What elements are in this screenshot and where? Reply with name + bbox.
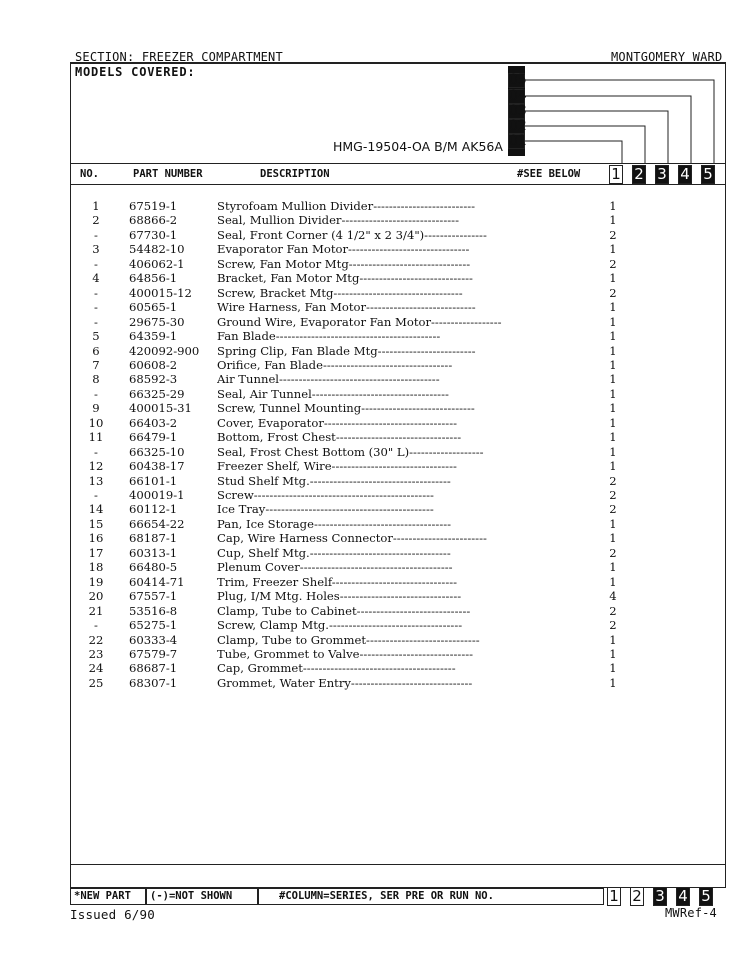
part-number: 68866-2 bbox=[129, 213, 178, 228]
table-row bbox=[71, 531, 727, 545]
item-number: 10 bbox=[88, 415, 104, 430]
part-number: 64856-1 bbox=[129, 271, 178, 286]
not-shown-legend: (-)=NOT SHOWN bbox=[146, 888, 258, 905]
quantity: 1 bbox=[609, 343, 617, 358]
table-row bbox=[71, 604, 727, 618]
item-number: 14 bbox=[88, 502, 104, 517]
col-part-header: PART NUMBER bbox=[133, 168, 203, 180]
item-number: 18 bbox=[88, 560, 104, 575]
quantity: 2 bbox=[609, 502, 617, 517]
quantity: 1 bbox=[609, 574, 617, 589]
table-row bbox=[71, 344, 727, 358]
item-number: 15 bbox=[88, 516, 104, 531]
item-number: 21 bbox=[88, 603, 104, 618]
col-series-4: 4 bbox=[678, 165, 692, 184]
item-number: 23 bbox=[88, 646, 104, 661]
part-number: 60414-71 bbox=[129, 574, 185, 589]
part-number: 60438-17 bbox=[129, 459, 185, 474]
table-row bbox=[71, 502, 727, 516]
col-series-3: 3 bbox=[655, 165, 669, 184]
quantity: 2 bbox=[609, 488, 617, 502]
part-description: Screw, Fan Motor Mtg------------------------------- bbox=[217, 256, 471, 271]
table-row bbox=[71, 575, 727, 589]
table-row bbox=[71, 199, 727, 213]
quantity: 1 bbox=[609, 213, 617, 228]
col-desc-header: DESCRIPTION bbox=[260, 168, 330, 180]
col-series-2: 2 bbox=[632, 165, 646, 184]
table-row bbox=[71, 647, 727, 661]
item-number: 24 bbox=[88, 661, 104, 676]
footer-series-2: 2 bbox=[630, 887, 644, 906]
quantity: 1 bbox=[609, 372, 617, 387]
item-number: 1 bbox=[92, 199, 100, 213]
series-tab-02: 02 bbox=[509, 118, 527, 134]
part-description: Screw---------------------------------------------- bbox=[217, 488, 434, 502]
col-no-header: NO. bbox=[80, 168, 99, 180]
part-description: Air Tunnel----------------------------------------- bbox=[217, 372, 440, 387]
quantity: 1 bbox=[609, 300, 617, 315]
quantity: 1 bbox=[609, 675, 617, 690]
quantity: 1 bbox=[609, 314, 617, 329]
item-number: - bbox=[94, 386, 98, 401]
part-description: Screw, Clamp Mtg.---------------------------------- bbox=[217, 618, 463, 633]
reference-code: MWRef-4 bbox=[665, 906, 717, 920]
series-tab-01: 01 bbox=[509, 133, 527, 149]
table-row bbox=[71, 661, 727, 675]
part-description: Ice Tray------------------------------------------- bbox=[217, 502, 434, 517]
part-number: 65275-1 bbox=[129, 618, 178, 633]
item-number: 25 bbox=[88, 675, 104, 690]
quantity: 1 bbox=[609, 271, 617, 286]
item-number: 19 bbox=[88, 574, 104, 589]
part-number: 400019-1 bbox=[129, 488, 185, 502]
quantity: 4 bbox=[609, 589, 617, 604]
part-description: Cover, Evaporator---------------------------------- bbox=[217, 415, 458, 430]
part-description: Plenum Cover--------------------------------------- bbox=[217, 560, 453, 575]
part-description: Spring Clip, Fan Blade Mtg------------------------- bbox=[217, 343, 476, 358]
part-description: Clamp, Tube to Grommet----------------------------- bbox=[217, 632, 480, 647]
part-description: Wire Harness, Fan Motor---------------------------- bbox=[217, 300, 476, 315]
quantity: 2 bbox=[609, 618, 617, 633]
table-row bbox=[71, 228, 727, 242]
column-note: #COLUMN=SERIES, SER PRE OR RUN NO. bbox=[258, 888, 604, 905]
models-label: MODELS COVERED: bbox=[75, 65, 196, 79]
item-number: - bbox=[94, 618, 98, 633]
series-bracket-graphic bbox=[71, 64, 727, 164]
footer-series-4: 4 bbox=[676, 887, 690, 906]
part-number: 66325-29 bbox=[129, 386, 185, 401]
part-description: Stud Shelf Mtg.------------------------------------ bbox=[217, 473, 451, 488]
part-number: 68187-1 bbox=[129, 531, 178, 546]
brand-name: MONTGOMERY WARD bbox=[611, 50, 723, 64]
part-description: Cap, Wire Harness Connector------------------------ bbox=[217, 531, 487, 546]
part-description: Seal, Mullion Divider------------------------------ bbox=[217, 213, 459, 228]
part-description: Seal, Frost Chest Bottom (30" L)------------------- bbox=[217, 444, 484, 459]
quantity: 1 bbox=[609, 329, 617, 344]
part-description: Clamp, Tube to Cabinet----------------------------- bbox=[217, 603, 471, 618]
part-number: 66654-22 bbox=[129, 516, 185, 531]
part-number: 66325-10 bbox=[129, 444, 185, 459]
part-number: 67557-1 bbox=[129, 589, 178, 604]
quantity: 1 bbox=[609, 386, 617, 401]
part-number: 66479-1 bbox=[129, 430, 178, 445]
part-number: 54482-10 bbox=[129, 242, 185, 257]
table-row bbox=[71, 387, 727, 401]
table-row bbox=[71, 430, 727, 444]
quantity: 1 bbox=[609, 415, 617, 430]
quantity: 1 bbox=[609, 646, 617, 661]
parts-frame bbox=[70, 63, 726, 888]
part-description: Screw, Bracket Mtg--------------------------------- bbox=[217, 285, 463, 300]
table-row bbox=[71, 488, 727, 502]
item-number: 6 bbox=[92, 343, 100, 358]
table-row bbox=[71, 560, 727, 574]
item-number: - bbox=[94, 300, 98, 315]
item-number: 5 bbox=[92, 329, 100, 344]
part-description: Fan Blade------------------------------------------ bbox=[217, 329, 441, 344]
quantity: 2 bbox=[609, 256, 617, 271]
quantity: 2 bbox=[609, 603, 617, 618]
parts-list bbox=[71, 199, 727, 699]
part-description: Screw, Tunnel Mounting----------------------------- bbox=[217, 401, 475, 416]
part-description: Freezer Shelf, Wire-------------------------------- bbox=[217, 459, 457, 474]
section-title: SECTION: FREEZER COMPARTMENT bbox=[75, 50, 283, 64]
item-number: - bbox=[94, 314, 98, 329]
colhead-top-rule bbox=[71, 163, 725, 164]
table-row bbox=[71, 546, 727, 560]
table-row bbox=[71, 286, 727, 300]
quantity: 1 bbox=[609, 199, 617, 213]
table-row bbox=[71, 618, 727, 632]
part-number: 66480-5 bbox=[129, 560, 178, 575]
item-number: - bbox=[94, 488, 98, 502]
part-description: Plug, I/M Mtg. Holes------------------------------- bbox=[217, 589, 462, 604]
col-series-5: 5 bbox=[701, 165, 715, 184]
table-row bbox=[71, 358, 727, 372]
footer-series-5: 5 bbox=[699, 887, 713, 906]
part-description: Grommet, Water Entry------------------------------- bbox=[217, 675, 473, 690]
item-number: 22 bbox=[88, 632, 104, 647]
part-number: 66101-1 bbox=[129, 473, 178, 488]
quantity: 1 bbox=[609, 632, 617, 647]
part-number: 60333-4 bbox=[129, 632, 178, 647]
new-part-legend: *NEW PART bbox=[70, 888, 146, 905]
quantity: 1 bbox=[609, 516, 617, 531]
table-row bbox=[71, 445, 727, 459]
item-number: 7 bbox=[92, 357, 100, 372]
part-number: 29675-30 bbox=[129, 314, 185, 329]
quantity: 1 bbox=[609, 430, 617, 445]
series-tab-03: 03 bbox=[509, 103, 527, 119]
part-number: 67519-1 bbox=[129, 199, 178, 213]
part-number: 66403-2 bbox=[129, 415, 178, 430]
item-number: 12 bbox=[88, 459, 104, 474]
quantity: 2 bbox=[609, 285, 617, 300]
part-description: Seal, Air Tunnel----------------------------------- bbox=[217, 386, 449, 401]
part-description: Cap, Grommet--------------------------------------- bbox=[217, 661, 456, 676]
footer-series-3: 3 bbox=[653, 887, 667, 906]
quantity: 2 bbox=[609, 473, 617, 488]
item-number: - bbox=[94, 227, 98, 242]
quantity: 1 bbox=[609, 444, 617, 459]
table-row bbox=[71, 401, 727, 415]
part-description: Pan, Ice Storage----------------------------------- bbox=[217, 516, 452, 531]
table-row bbox=[71, 300, 727, 314]
part-number: 53516-8 bbox=[129, 603, 178, 618]
item-number: 9 bbox=[92, 401, 100, 416]
table-row bbox=[71, 517, 727, 531]
item-number: 4 bbox=[92, 271, 100, 286]
table-row bbox=[71, 372, 727, 386]
footer-rule bbox=[71, 864, 725, 865]
col-see-header: #SEE BELOW bbox=[517, 168, 581, 180]
item-number: 20 bbox=[88, 589, 104, 604]
part-number: 400015-31 bbox=[129, 401, 192, 416]
part-number: 68687-1 bbox=[129, 661, 178, 676]
part-description: Tube, Grommet to Valve----------------------------- bbox=[217, 646, 474, 661]
quantity: 2 bbox=[609, 227, 617, 242]
part-description: Styrofoam Mullion Divider-------------------------- bbox=[217, 199, 476, 213]
item-number: 13 bbox=[88, 473, 104, 488]
item-number: 8 bbox=[92, 372, 100, 387]
item-number: 2 bbox=[92, 213, 100, 228]
part-description: Orifice, Fan Blade--------------------------------- bbox=[217, 357, 453, 372]
part-number: 60565-1 bbox=[129, 300, 178, 315]
part-number: 400015-12 bbox=[129, 285, 192, 300]
quantity: 1 bbox=[609, 401, 617, 416]
part-number: 420092-900 bbox=[129, 343, 200, 358]
part-description: Bracket, Fan Motor Mtg----------------------------- bbox=[217, 271, 473, 286]
item-number: 17 bbox=[88, 545, 104, 560]
table-row bbox=[71, 633, 727, 647]
part-description: Seal, Front Corner (4 1/2" x 2 3/4")---------------- bbox=[217, 227, 487, 242]
series-tab-04: 04 bbox=[509, 88, 527, 104]
colhead-bottom-rule bbox=[71, 184, 725, 185]
part-number: 64359-1 bbox=[129, 329, 178, 344]
table-row bbox=[71, 676, 727, 690]
item-number: - bbox=[94, 256, 98, 271]
quantity: 2 bbox=[609, 545, 617, 560]
item-number: 16 bbox=[88, 531, 104, 546]
item-number: - bbox=[94, 444, 98, 459]
table-row bbox=[71, 271, 727, 285]
item-number: 3 bbox=[92, 242, 100, 257]
footer-series-1: 1 bbox=[607, 887, 621, 906]
item-number: - bbox=[94, 285, 98, 300]
table-row bbox=[71, 416, 727, 430]
part-number: 68592-3 bbox=[129, 372, 178, 387]
quantity: 1 bbox=[609, 357, 617, 372]
series-tab-05: 05 bbox=[509, 72, 527, 88]
table-row bbox=[71, 213, 727, 227]
part-description: Evaporator Fan Motor------------------------------- bbox=[217, 242, 470, 257]
col-series-1: 1 bbox=[609, 165, 623, 184]
quantity: 1 bbox=[609, 242, 617, 257]
part-number: 60313-1 bbox=[129, 545, 178, 560]
part-description: Bottom, Frost Chest-------------------------------- bbox=[217, 430, 462, 445]
quantity: 1 bbox=[609, 459, 617, 474]
table-row bbox=[71, 329, 727, 343]
part-description: Trim, Freezer Shelf-------------------------------- bbox=[217, 574, 458, 589]
model-number: HMG-19504-OA B/M AK56A bbox=[333, 139, 503, 154]
part-number: 60112-1 bbox=[129, 502, 178, 517]
quantity: 1 bbox=[609, 531, 617, 546]
table-row bbox=[71, 474, 727, 488]
table-row bbox=[71, 242, 727, 256]
issued-date: Issued 6/90 bbox=[70, 907, 155, 922]
quantity: 1 bbox=[609, 560, 617, 575]
part-number: 60608-2 bbox=[129, 357, 178, 372]
table-row bbox=[71, 589, 727, 603]
part-description: Ground Wire, Evaporator Fan Motor------------------ bbox=[217, 314, 502, 329]
quantity: 1 bbox=[609, 661, 617, 676]
part-number: 406062-1 bbox=[129, 256, 185, 271]
part-number: 68307-1 bbox=[129, 675, 178, 690]
table-row bbox=[71, 257, 727, 271]
table-row bbox=[71, 315, 727, 329]
part-number: 67579-7 bbox=[129, 646, 178, 661]
item-number: 11 bbox=[88, 430, 104, 445]
part-number: 67730-1 bbox=[129, 227, 178, 242]
table-row bbox=[71, 459, 727, 473]
part-description: Cup, Shelf Mtg.------------------------------------ bbox=[217, 545, 451, 560]
